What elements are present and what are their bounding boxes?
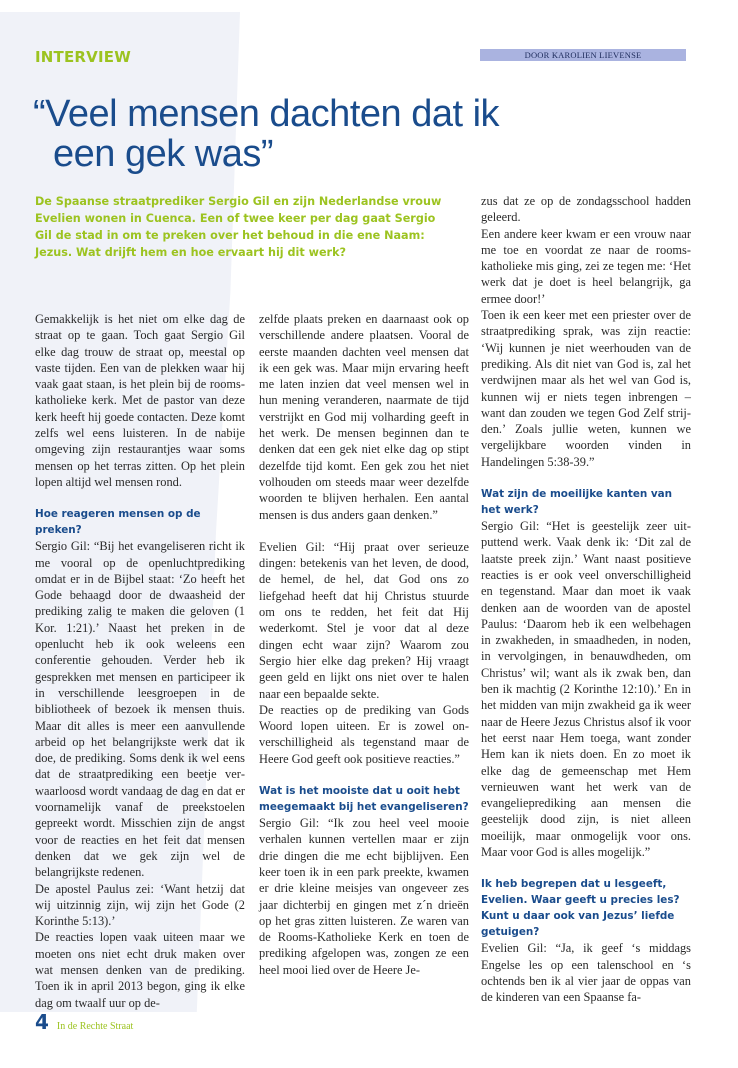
author-byline: DOOR KAROLIEN LIEVENSE <box>480 49 686 61</box>
paragraph: Gemakkelijk is het niet om elke dag de straat op te gaan. Toch gaat Sergio Gil elke dag trouw de straat op, meestal op vaste tijden. Een van de plekken waar hij vaak gaat staan, is het plein bij de rooms-katholieke kerk. Met de pastor van deze kerk heeft hij goede contacten. Deze komt zelfs wel eens luisteren. In de nabije omgeving zijn restaurantjes waar soms mensen op het terras zitten. Op het plein lopen altijd wel mensen rond. <box>35 312 245 489</box>
paragraph: Toen ik een keer met een priester over de straatprediking sprak, was zijn reactie: ‘Wij kunnen je niet weerhouden van de prediking. Als dit niet van God is, zal het verdwijnen maar als het wel van God is, kunnen wij er niets tegen inbrengen – want dan zouden we tegen God Zelf strijden.’ Zoals jullie weten, kunnen we vergelijkbare woorden vinden in Handelingen 5:38-39.” <box>481 308 691 469</box>
paragraph: Sergio Gil: “Het is geestelijk zeer uitputtend werk. Vaak denk ik: ‘Dit zal de laatste preek zijn.’ Want naast positieve reacties is er ook veel onverschilligheid en tegenstand. Maar dan moet ik vaak denken aan de woorden van de apostel Paulus: ‘Daarom heb ik een welbehagen in zwakheden, in smaadheden, in noden, in vervolgingen, in benauwdheden, om Christus’ wil; want als ik zwak ben, dan ben ik machtig (2 Korinthe 12:10).’ En in het midden van mijn zwakheid ga ik weer naar de Heere Jezus Christus alsof ik voor het eerst naar Hem toega, want zonder Hem kan ik niets doen. En zo moet ik elke dag de gemeenschap met Hem vernieuwen want het werk van de evangelieprediking aan mensen die geestelijk dood zijn, is niet alleen moeilijk, maar onmogelijk voor ons. Maar voor God is alles mogelijk.” <box>481 519 691 859</box>
question-heading: Wat zijn de moeilijke kanten van het werk? <box>481 488 673 517</box>
column-3 <box>481 193 691 1005</box>
paragraph: zus dat ze op de zondagsschool hadden geleerd. <box>481 194 691 225</box>
paragraph: Een andere keer kwam er een vrouw naar me toe en voordat ze naar de rooms-katholieke mis ging, zei ze tegen me: ‘Het werk dat je doet is heel belangrijk, ga ermee door!’ <box>481 226 691 306</box>
magazine-name: In de Rechte Straat <box>56 1021 134 1032</box>
question-heading: Hoe reageren mensen op de preken? <box>35 508 201 537</box>
paragraph: De reacties op de prediking van Gods Woord lopen uiteen. Er is zowel onverschilligheid als tegenstand maar de Heere God geeft ook positieve reacties.” <box>259 702 469 766</box>
section-label: INTERVIEW <box>35 48 131 66</box>
paragraph: De reacties lopen vaak uiteen maar we moeten ons niet echt druk maken over wat mensen denken van de prediking. Toen ik in april 2013 begon, ging ik elke dag om twaalf uur op de- <box>35 930 245 1010</box>
paragraph: Sergio Gil: “Bij het evangeliseren richt ik me vooral op de openluchtprediking omdat er in de Bijbel staat: ‘Zo heeft het Gode behaagd door de dwaasheid der prediking zalig te maken die geloven (1 Kor. 1:21).’ Naast het preken in de openlucht heb ik ook weleens een conferentie gehouden. Verder heb ik gesprekken met mensen en participeer ik in verschillende leesgroepen in de bibliotheek of bezoek ik mensen thuis. Maar dit alles is meer een aanvullende arbeid op het belangrijkste werk dat ik doe, de prediking. Soms denk ik wel eens dat de straatprediking een beetje verwaarloosd wordt vandaag de dag en dat er voornamelijk vanaf de preekstoelen gepreekt wordt. Misschien zijn de angst voor de reacties en het feit dat mensen denken dat we gek zijn wel de belangrijkste redenen. <box>35 539 245 880</box>
paragraph: De apostel Paulus zei: ‘Want hetzij dat wij uitzinnig zijn, wij zijn het Gode (2 Korinthe 5:13).’ <box>35 881 245 929</box>
article-title <box>33 94 673 174</box>
paragraph: zelfde plaats preken en daarnaast ook op verschillende andere plaatsen. Vooral de eerste maanden dachten veel mensen dat ik een gek was. Maar mijn ervaring heeft me laten inzien dat veel mensen wel in hun mening veranderen, naarmate de tijd verstrijkt en God mij volharding geeft in het werk. De mensen beginnen dan te denken dat een gek niet elke dag op stipt dezelfde tijd komt. Een gek zou het niet volhouden om steeds maar weer dezelfde woorden te blijven herhalen. Een aantal mensen is dus anders gaan denken.” <box>259 312 469 522</box>
paragraph: Evelien Gil: “Ja, ik geef ‘s middags Engelse les op een talenschool en ‘s ochtends ben ik al vier jaar de oppas van de kinderen van een Spaanse fa- <box>481 941 691 1005</box>
page-number: 4 <box>35 1010 49 1034</box>
column-2 <box>259 311 469 978</box>
title-line-2: een gek was” <box>53 133 274 175</box>
question-heading: Wat is het mooiste dat u ooit hebt meegemaakt bij het evangeliseren? <box>259 785 469 814</box>
article-lead: De Spaanse straatprediker Sergio Gil en zijn Nederlandse vrouw Evelien wonen in Cuenca. Een of twee keer per dag gaat Sergio Gil de stad in om te preken over het behoud in die ene Naam: Jezus. Wat drijft hem en hoe ervaart hij dit werk? <box>35 195 442 259</box>
question-heading: Ik heb begrepen dat u lesgeeft, Evelien. Waar geeft u precies les? Kunt u daar ook van Jezus’ liefde getuigen? <box>481 878 680 939</box>
paragraph: Evelien Gil: “Hij praat over serieuze dingen: betekenis van het leven, de dood, de hemel, de hel, dat God ons zo liefgehad heeft dat hij Christus stuurde om ons te redden, het feit dat Hij wederkomt. Stel je voor dat al deze dingen echt waar zijn? Waarom zou Sergio hier elke dag preken? Hij vraagt geen geld en lijkt ons niet over te halen naar een bepaalde sekte. <box>259 539 469 701</box>
title-line-1: “Veel mensen dachten dat ik <box>33 93 500 135</box>
page-footer <box>35 1010 133 1034</box>
column-1 <box>35 311 245 1011</box>
paragraph: Sergio Gil: “Ik zou heel veel mooie verhalen kunnen vertellen maar er zijn drie dingen die me echt bijblijven. Een keer toen ik in een park preekte, kwamen er drie kleine meisjes van ongeveer zes jaar dichterbij en gingen met z´n drieën op het gras zitten luisteren. Ze waren van de Rooms-Katholieke Kerk en toen de prediking afgelopen was, zongen ze een heel mooi lied over de Heere Je- <box>259 816 469 977</box>
